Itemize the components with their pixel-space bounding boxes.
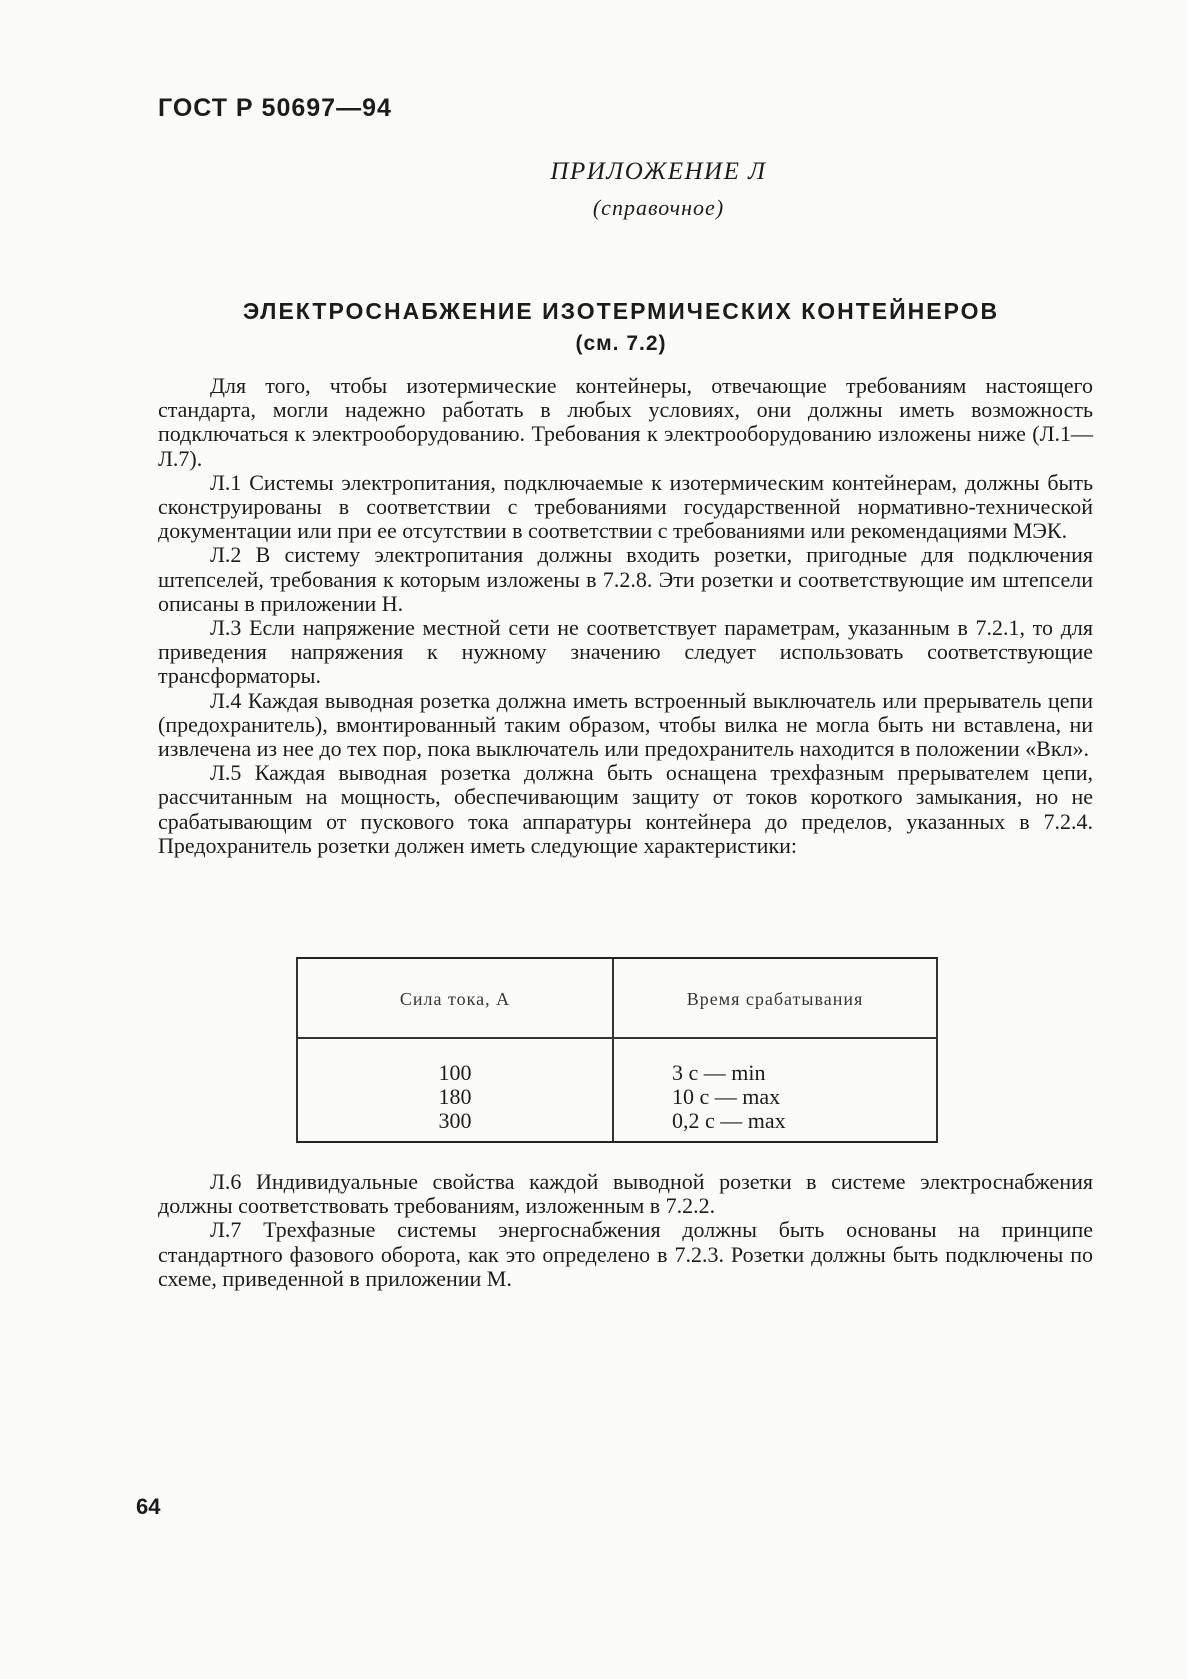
table-cell: 180: [438, 1084, 472, 1109]
section-title: ЭЛЕКТРОСНАБЖЕНИЕ ИЗОТЕРМИЧЕСКИХ КОНТЕЙНЕРОВ: [242, 298, 1000, 324]
paragraph-intro: Для того, чтобы изотермические контейнеры, отвечающие требованиям настоящего стандарта, могли надежно работать в любых условиях, они должны иметь возможность подключаться к электрооборудованию. Требования к электрооборудованию изложены ниже (Л.1—Л.7).: [158, 373, 1093, 471]
paragraph-l4: Л.4 Каждая выводная розетка должна иметь встроенный выключатель или прерыватель цепи (предохранитель), вмонтированный таким образом, чтобы вилка не могла быть ни вставлена, ни извлечена из нее до тех пор, пока выключатель или предохранитель находится в положении «Вкл».: [158, 687, 1093, 762]
table-header-divider: [298, 1037, 936, 1039]
table-header-current: Сила тока, А: [399, 989, 511, 1009]
appendix-title: ПРИЛОЖЕНИЕ Л: [550, 158, 767, 185]
paragraph-l2: Л.2 В систему электропитания должны входить розетки, пригодные для подключения штепселей, требования к которым изложены в 7.2.8. Эти розетки и соответствующие им штепсели описаны в приложении Н.: [158, 542, 1093, 616]
paragraph-l7: Л.7 Трехфазные системы энергоснабжения должны быть основаны на принципе стандартного фазового оборота, как это определено в 7.2.3. Розетки должны быть подключены по схеме, приведенной в приложении М.: [158, 1217, 1093, 1291]
section-reference: (см. 7.2): [575, 332, 667, 355]
table-column-trip-time: [672, 1061, 786, 1133]
body-text: [158, 374, 1093, 858]
paragraph-l1: Л.1 Системы электропитания, подключаемые к изотермическим контейнерам, должны быть сконструированы в соответствии с требованиями государственной нормативно-технической документации или при ее отсутствии в соответствии с требованиями или рекомендациями МЭК.: [158, 469, 1093, 544]
paragraph-l6: Л.6 Индивидуальные свойства каждой выводной розетки в системе электроснабжения должны соответствовать требованиям, изложенным в 7.2.2.: [158, 1169, 1093, 1219]
fuse-characteristics-table: [296, 957, 938, 1143]
paragraph-l3: Л.3 Если напряжение местной сети не соответствует параметрам, указанным в 7.2.1, то для приведения напряжения к нужному значению следует использовать соответствующие трансформаторы.: [158, 615, 1093, 689]
table-header-trip-time: Время срабатывания: [686, 989, 864, 1009]
table-column-current: [298, 1061, 612, 1133]
table-cell: 10 с — max: [672, 1084, 781, 1109]
paragraph-l5: Л.5 Каждая выводная розетка должна быть оснащена трехфазным прерывателем цепи, рассчитанным на мощность, обеспечивающим защиту от токов короткого замыкания, но не срабатывающим от пускового тока аппаратуры контейнера до пределов, указанных в 7.2.4. Предохранитель розетки должен иметь следующие характеристики:: [158, 760, 1093, 858]
table-cell: 3 с — min: [672, 1060, 766, 1085]
table-cell: 300: [438, 1108, 472, 1133]
appendix-subtitle: (справочное): [592, 195, 725, 220]
table-cell: 100: [438, 1060, 472, 1085]
table-column-divider: [612, 959, 614, 1141]
body-text-continued: [158, 1170, 1093, 1291]
page-number: 64: [136, 1494, 161, 1519]
table-cell: 0,2 с — max: [672, 1108, 786, 1133]
document-code: ГОСТ Р 50697—94: [158, 94, 392, 122]
